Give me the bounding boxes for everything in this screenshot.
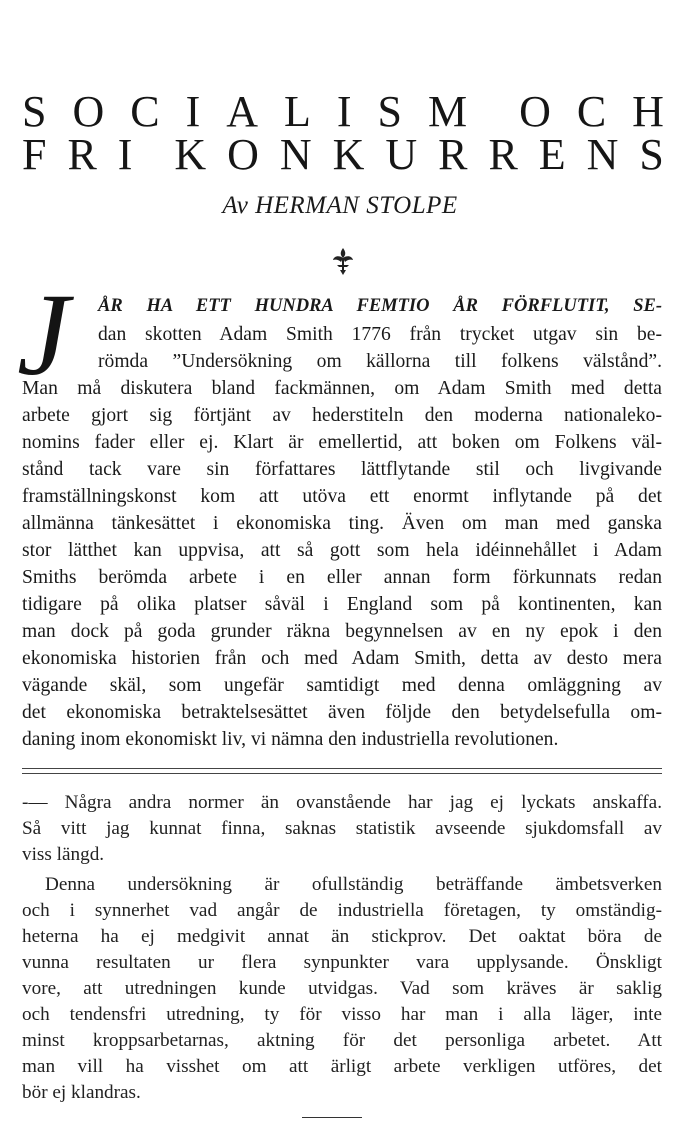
end-rule [302, 1117, 362, 1118]
footnote-line: man vill ha visshet om att ärligt arbete verkligen utföres, det [22, 1056, 662, 1077]
body-line: man dock på goda grunder räkna begynnelsen av en ny epok i den [22, 621, 662, 642]
footnote-line: och tendensfri utredning, ty för visso har man i alla läger, inte [22, 1004, 662, 1025]
body-line: Man må diskutera bland fackmännen, om Adam Smith med detta [22, 378, 662, 399]
title-letter: E [538, 130, 566, 179]
title-letter: O [227, 130, 259, 179]
author-byline: Av HERMAN STOLPE [222, 192, 458, 219]
title-letter: C [130, 87, 160, 136]
title-letter: F [22, 130, 47, 179]
body-line: dan skotten Adam Smith 1776 från trycket utgav sin be- [98, 324, 662, 345]
footnote-line: viss längd. [22, 844, 105, 865]
title-letter: R [67, 130, 97, 179]
footnote-line: Denna undersökning är ofullständig beträffande ämbetsverken [45, 874, 662, 895]
divider-rule [22, 768, 662, 769]
title-line-1 [22, 87, 664, 136]
drop-cap: J [17, 269, 70, 400]
footnote-line: vunna resultaten ur flera synpunkter vara upplysande. Önskligt [22, 952, 662, 973]
body-line: stånd tack vare sin författares lättflytande stil och livgivande [22, 459, 662, 480]
title-letter: N [586, 130, 619, 179]
body-line: allmänna tänkesättet i ekonomiska ting. Även om man med ganska [22, 513, 662, 534]
title-letter: N [279, 130, 312, 179]
body-line: römda ”Undersökning om källorna till folkens välstånd”. [98, 351, 662, 372]
title-letter: O [519, 87, 551, 136]
title-letter: A [226, 87, 258, 136]
title-letter: R [488, 130, 518, 179]
divider-rule [22, 773, 662, 774]
body-line: arbete gjort sig förtjänt av hederstiteln den moderna nationaleko- [22, 405, 662, 426]
body-line: daning inom ekonomiskt liv, vi nämna den industriella revolutionen. [22, 729, 559, 750]
title-line-2 [22, 130, 664, 179]
body-line: det ekonomiska betraktelsesättet även följde den betydelsefulla om- [22, 702, 662, 723]
body-line: Smiths berömda arbete i en eller annan form förkunnats redan [22, 567, 662, 588]
footnote-line: heterna ha ej medgivit annat än stickprov. Det oaktat böra de [22, 926, 662, 947]
body-line: stor lätthet kan uppvisa, att så gott som hela idéinnehållet i Adam [22, 540, 662, 561]
title-letter: S [639, 130, 664, 179]
title-letter: R [438, 130, 468, 179]
title-letter: L [283, 87, 311, 136]
fleuron-icon [330, 246, 356, 276]
body-line: nomins fader eller ej. Klart är emellertid, att boken om Folkens väl- [22, 432, 662, 453]
title-letter: H [632, 87, 664, 136]
title-letter: M [427, 87, 468, 136]
body-line: framställningskonst kom att utöva ett enormt inflytande på det [22, 486, 662, 507]
title-letter: I [185, 87, 201, 136]
footnote-line: vore, att utredningen kunde utvidgas. Vad som kräves är saklig [22, 978, 662, 999]
title-letter: K [174, 130, 207, 179]
footnote-line: minst kroppsarbetarnas, aktning för det personliga arbetet. Att [22, 1030, 662, 1051]
title-letter: I [117, 130, 133, 179]
title-letter: O [72, 87, 105, 136]
body-line: ekonomiska historien från och med Adam Smith, detta av desto mera [22, 648, 662, 669]
title-letter: C [576, 87, 607, 136]
footnote-line: och i synnerhet vad angår de industriella företagen, ty omständig- [22, 900, 662, 921]
body-line: tidigare på olika platser såväl i England som på kontinenten, kan [22, 594, 662, 615]
body-line: vägande skäl, som ungefär samtidigt med denna omläggning av [22, 675, 662, 696]
title-letter: K [332, 130, 365, 179]
title-letter: I [336, 87, 352, 136]
footnote-line: -— Några andra normer än ovanstående har jag ej lyckats anskaffa. [22, 792, 662, 813]
title-letter: S [22, 87, 47, 136]
title-letter: U [385, 130, 418, 179]
body-line: ÅR HA ETT HUNDRA FEMTIO ÅR FÖRFLUTIT, SE- [98, 296, 662, 316]
footnote-line: bör ej klandras. [22, 1082, 141, 1103]
title-letter: S [377, 87, 402, 136]
footnote-line: Så vitt jag kunnat finna, saknas statistik avseende sjukdomsfall av [22, 818, 662, 839]
